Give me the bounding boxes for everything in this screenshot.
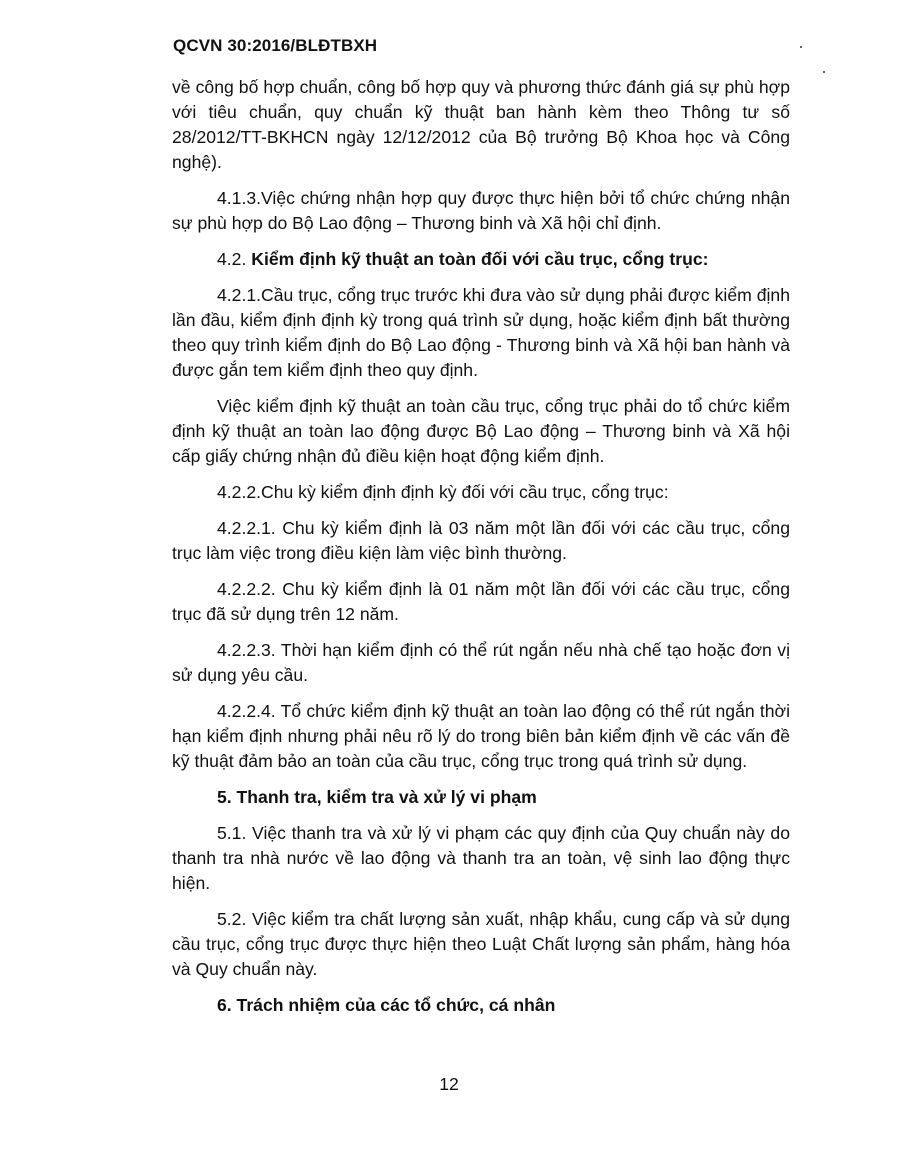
paragraph-4-2-2-3: 4.2.2.3. Thời hạn kiểm định có thể rút ngắn nếu nhà chế tạo hoặc đơn vị sử dụng yêu cầu. <box>172 640 790 685</box>
paragraph-4-2-2: 4.2.2.Chu kỳ kiểm định định kỳ đối với cầu trục, cổng trục: <box>217 482 669 502</box>
paragraph-4-2-1: 4.2.1.Cầu trục, cổng trục trước khi đưa vào sử dụng phải được kiểm định lần đầu, kiểm định định kỳ trong quá trình sử dụng, hoặc kiểm định bất thường theo quy trình kiểm định do Bộ Lao động - Thương binh và Xã hội ban hành và được gắn tem kiểm định theo quy định. <box>172 285 790 380</box>
paragraph-4-2-2-4: 4.2.2.4. Tổ chức kiểm định kỹ thuật an toàn lao động có thể rút ngắn thời hạn kiểm định nhưng phải nêu rõ lý do trong biên bản kiểm định về các vấn đề kỹ thuật đảm bảo an toàn của cầu trục, cổng trục trong quá trình sử dụng. <box>172 701 790 771</box>
page-number: 12 <box>439 1074 459 1094</box>
paragraph-4-1-3: 4.1.3.Việc chứng nhận hợp quy được thực hiện bởi tổ chức chứng nhận sự phù hợp do Bộ Lao động – Thương binh và Xã hội chỉ định. <box>172 188 790 233</box>
scan-speck <box>800 46 802 48</box>
section-heading-6: 6. Trách nhiệm của các tổ chức, cá nhân <box>217 995 556 1015</box>
section-heading-5: 5. Thanh tra, kiểm tra và xử lý vi phạm <box>217 787 537 807</box>
paragraph-5-2: 5.2. Việc kiểm tra chất lượng sản xuất, nhập khẩu, cung cấp và sử dụng cầu trục, cổng trục được thực hiện theo Luật Chất lượng sản phẩm, hàng hóa và Quy chuẩn này. <box>172 909 790 979</box>
paragraph-continuation: về công bố hợp chuẩn, công bố hợp quy và phương thức đánh giá sự phù hợp với tiêu chuẩn, quy chuẩn kỹ thuật ban hành kèm theo Thông tư số 28/2012/TT-BKHCN ngày 12/12/2012 của Bộ trưởng Bộ Khoa học và Công nghệ). <box>172 77 790 172</box>
paragraph-inspection-org: Việc kiểm định kỹ thuật an toàn cầu trục, cổng trục phải do tổ chức kiểm định kỹ thuật an toàn lao động được Bộ Lao động – Thương binh và Xã hội cấp giấy chứng nhận đủ điều kiện hoạt động kiểm định. <box>172 396 790 466</box>
document-body <box>172 75 790 1029</box>
section-title: Kiểm định kỹ thuật an toàn đối với cầu trục, cổng trục: <box>251 249 709 269</box>
paragraph-4-2-2-2: 4.2.2.2. Chu kỳ kiểm định là 01 năm một lần đối với các cầu trục, cổng trục đã sử dụng trên 12 năm. <box>172 579 790 624</box>
section-heading-4-2 <box>172 247 790 272</box>
paragraph-4-2-2-1: 4.2.2.1. Chu kỳ kiểm định là 03 năm một lần đối với các cầu trục, cổng trục làm việc trong điều kiện làm việc bình thường. <box>172 518 790 563</box>
paragraph-5-1: 5.1. Việc thanh tra và xử lý vi phạm các quy định của Quy chuẩn này do thanh tra nhà nước về lao động và thanh tra an toàn, vệ sinh lao động thực hiện. <box>172 823 790 893</box>
section-number: 4.2. <box>217 249 252 269</box>
scan-speck <box>823 71 825 73</box>
document-code-header: QCVN 30:2016/BLĐTBXH <box>173 36 378 55</box>
